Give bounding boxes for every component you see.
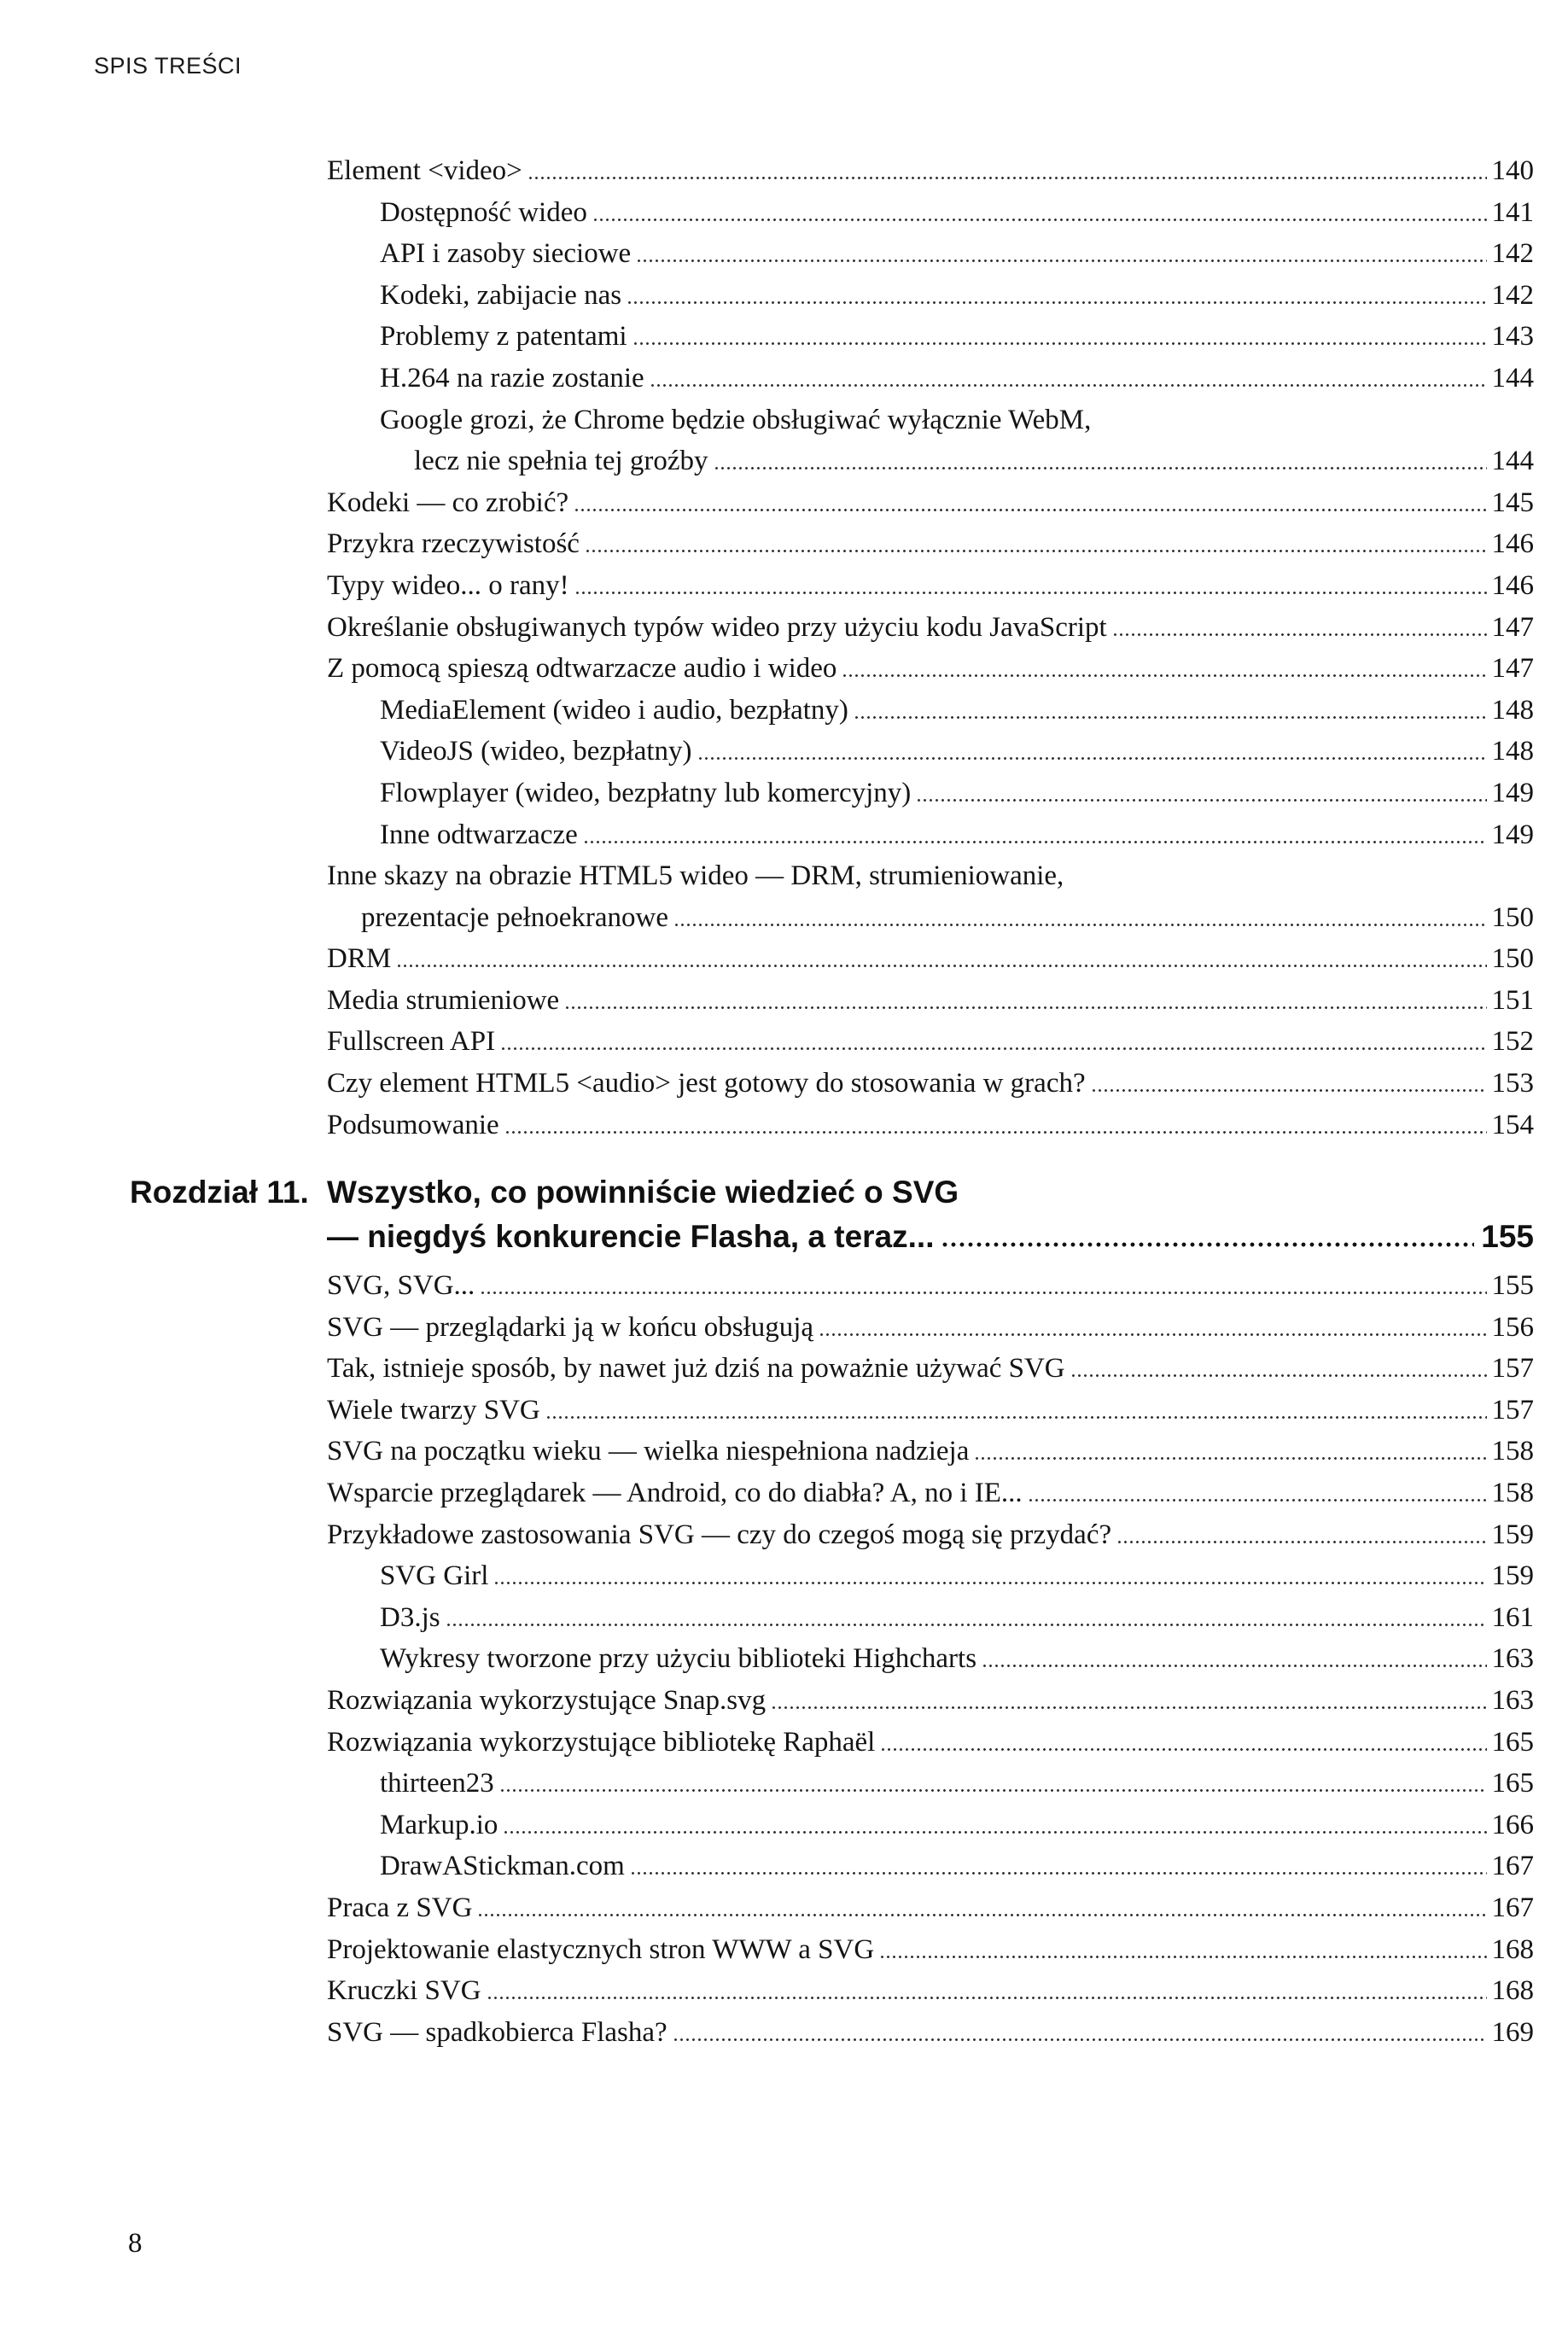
dot-leader <box>504 1110 1487 1135</box>
toc-entry <box>327 1722 1534 1764</box>
toc-entry-title: H.264 na razie zostanie <box>380 362 644 394</box>
toc-entry <box>327 1307 1534 1349</box>
toc-entry <box>327 897 1534 939</box>
page-number-footer: 8 <box>128 2228 143 2259</box>
toc-entry-title: D3.js <box>380 1601 440 1633</box>
toc-entry-title: SVG Girl <box>380 1560 489 1592</box>
toc-page-number: 142 <box>1491 238 1534 270</box>
dot-leader <box>916 778 1486 803</box>
toc-entry-title: Rozwiązania wykorzystujące Snap.svg <box>327 1684 767 1716</box>
dot-leader <box>627 280 1486 306</box>
toc-entry-title: SVG na początku wieku — wielka niespełniona nadzieja <box>327 1436 970 1467</box>
toc-entry <box>327 316 1534 358</box>
dot-leader <box>528 155 1487 181</box>
toc-entry-title: SVG, SVG... <box>327 1270 475 1301</box>
toc-entry-title: Dostępność wideo <box>380 196 587 228</box>
toc-entry <box>327 275 1534 317</box>
toc-entry <box>327 1431 1534 1472</box>
toc-page-number: 165 <box>1491 1726 1534 1758</box>
toc-page-number: 149 <box>1491 777 1534 808</box>
toc-entry <box>327 1597 1534 1639</box>
dot-leader <box>583 819 1487 845</box>
toc-entry-title: Wykresy tworzone przy użyciu biblioteki Highcharts <box>380 1643 977 1675</box>
toc-entry <box>327 773 1534 814</box>
toc-page-number: 146 <box>1491 569 1534 601</box>
dot-leader <box>487 1975 1487 2001</box>
toc-page-number: 157 <box>1491 1353 1534 1385</box>
toc-page-number: 159 <box>1491 1519 1534 1550</box>
toc-page-number: 158 <box>1491 1477 1534 1508</box>
chapter-title-line1: Wszystko, co powinniście wiedzieć o SVG <box>327 1175 959 1210</box>
toc-entry <box>327 1970 1534 2012</box>
toc-entry <box>327 1390 1534 1432</box>
toc-entry-title: Określanie obsługiwanych typów wideo przy użyciu kodu JavaScript <box>327 611 1107 643</box>
toc-page-number: 165 <box>1491 1768 1534 1799</box>
toc-page-number: 143 <box>1491 321 1534 353</box>
toc-entry-title: thirteen23 <box>380 1768 494 1799</box>
toc-entry-title: Wiele twarzy SVG <box>327 1394 540 1426</box>
toc-entry-title: prezentacje pełnoekranowe <box>361 901 669 933</box>
toc-page-number: 158 <box>1491 1436 1534 1467</box>
dot-leader <box>493 1560 1486 1586</box>
toc-entry <box>327 150 1534 192</box>
toc-entry <box>327 1105 1534 1146</box>
toc-entry-title: Inne skazy na obrazie HTML5 wideo — DRM, strumieniowanie, <box>327 860 1064 892</box>
toc-entry <box>327 690 1534 732</box>
dot-leader <box>585 529 1487 555</box>
toc-entry-title: VideoJS (wideo, bezpłatny) <box>380 736 692 767</box>
dot-leader <box>480 1270 1486 1296</box>
toc-page-number: 142 <box>1491 279 1534 311</box>
toc-entry-title: Kodeki, zabijacie nas <box>380 279 622 311</box>
toc-entry-title: Typy wideo... o rany! <box>327 569 569 601</box>
toc-entry <box>327 938 1534 980</box>
toc-entry-title: DRM <box>327 943 392 975</box>
toc-entry-title: Przykra rzeczywistość <box>327 528 580 560</box>
dot-leader <box>880 1727 1486 1752</box>
toc-page-number: 150 <box>1491 901 1534 933</box>
dot-leader <box>592 197 1487 223</box>
toc-entry-title: Tak, istnieje sposób, by nawet już dziś na poważnie używać SVG <box>327 1353 1065 1385</box>
toc-entry <box>327 1514 1534 1556</box>
toc-page-number: 141 <box>1491 196 1534 228</box>
dot-leader <box>630 1851 1487 1877</box>
toc-entry <box>327 731 1534 773</box>
dot-leader <box>854 695 1487 720</box>
toc-entry-title: SVG — spadkobierca Flasha? <box>327 2016 667 2048</box>
toc-page-number: 149 <box>1491 819 1534 850</box>
toc-entry <box>327 523 1534 565</box>
running-head: SPIS TREŚCI <box>94 53 242 79</box>
toc-page-number: 150 <box>1491 943 1534 975</box>
toc-entry-title: Rozwiązania wykorzystujące bibliotekę Raphaël <box>327 1726 876 1758</box>
toc-entry <box>327 648 1534 690</box>
toc-page-number: 168 <box>1491 1933 1534 1965</box>
toc-entry-title: SVG — przeglądarki ją w końcu obsługują <box>327 1311 814 1343</box>
dot-leader <box>636 239 1486 265</box>
toc-page-number: 167 <box>1491 1851 1534 1882</box>
toc-entry-title: Kodeki — co zrobić? <box>327 487 569 518</box>
toc-entry-title: Markup.io <box>380 1809 498 1840</box>
toc-entry <box>327 358 1534 399</box>
toc-entry-title: Element <video> <box>327 155 522 186</box>
dot-leader <box>503 1810 1486 1835</box>
toc-entry <box>327 1638 1534 1680</box>
dot-leader <box>771 1685 1486 1711</box>
toc-entry <box>327 2012 1534 2054</box>
toc-entry <box>327 1021 1534 1063</box>
toc-page-number: 169 <box>1491 2016 1534 2048</box>
toc-page-number: 168 <box>1491 1975 1534 2007</box>
toc-entry-title: Inne odtwarzacze <box>380 819 578 850</box>
dot-leader <box>499 1768 1487 1793</box>
toc-page-number: 140 <box>1491 155 1534 186</box>
toc-entry-line <box>327 399 1534 441</box>
toc-entry-title: Google grozi, że Chrome będzie obsługiwać wyłącznie WebM, <box>380 404 1092 435</box>
toc-entry <box>327 1063 1534 1105</box>
toc-entry-title: Kruczki SVG <box>327 1975 481 2007</box>
toc-entry-title: API i zasoby sieciowe <box>380 238 632 270</box>
toc-list-top <box>327 150 1534 1146</box>
dot-leader <box>714 446 1487 471</box>
toc-entry <box>327 1763 1534 1805</box>
dot-leader <box>1028 1478 1487 1503</box>
toc-entry-title: lecz nie spełnia tej groźby <box>414 446 708 477</box>
toc-page-number: 167 <box>1491 1892 1534 1923</box>
toc-page-number: 148 <box>1491 694 1534 726</box>
toc-entry <box>327 1929 1534 1971</box>
toc-entry-title: Podsumowanie <box>327 1109 499 1140</box>
toc-page-number: 146 <box>1491 528 1534 560</box>
toc-page-number: 166 <box>1491 1809 1534 1840</box>
toc-page-number: 151 <box>1491 984 1534 1016</box>
toc-entry <box>327 565 1534 607</box>
toc-page-number: 144 <box>1491 446 1534 477</box>
toc-entry <box>327 980 1534 1022</box>
toc-entry-title: DrawAStickman.com <box>380 1851 625 1882</box>
toc-entry-title: MediaElement (wideo i audio, bezpłatny) <box>380 694 848 726</box>
toc-entry-title: Przykładowe zastosowania SVG — czy do czegoś mogą się przydać? <box>327 1519 1112 1550</box>
dot-leader <box>879 1934 1486 1960</box>
dot-leader <box>819 1312 1486 1338</box>
dot-leader <box>564 985 1486 1011</box>
toc-page-number: 147 <box>1491 653 1534 685</box>
toc-page-number: 147 <box>1491 611 1534 643</box>
dot-leader <box>982 1644 1486 1670</box>
dot-leader <box>1070 1354 1487 1379</box>
toc-page-number: 157 <box>1491 1394 1534 1426</box>
dot-leader <box>574 487 1486 513</box>
dot-leader <box>1112 612 1487 638</box>
dot-leader <box>650 363 1487 388</box>
dot-leader <box>632 322 1487 347</box>
dot-leader <box>1091 1068 1487 1093</box>
chapter-page-number: 155 <box>1481 1219 1534 1255</box>
dot-leader <box>500 1027 1486 1053</box>
toc-entry <box>327 1680 1534 1722</box>
dot-leader <box>697 737 1487 762</box>
dot-leader <box>446 1602 1487 1628</box>
toc-page-number: 144 <box>1491 362 1534 394</box>
toc-page-number: 145 <box>1491 487 1534 518</box>
dot-leader <box>941 1221 1474 1249</box>
toc-entry <box>327 1472 1534 1514</box>
toc-entry <box>327 233 1534 275</box>
toc-entry-title: Praca z SVG <box>327 1892 473 1923</box>
toc-page-number: 161 <box>1491 1601 1534 1633</box>
toc-page-number: 154 <box>1491 1109 1534 1140</box>
toc-entry-line <box>327 855 1534 897</box>
dot-leader <box>1116 1519 1486 1545</box>
toc-entry-title: Flowplayer (wideo, bezpłatny lub komercyjny) <box>380 777 912 808</box>
toc-entry <box>327 440 1534 482</box>
dot-leader <box>842 653 1486 679</box>
toc-page-number: 152 <box>1491 1026 1534 1058</box>
toc-entry-title: Fullscreen API <box>327 1026 496 1058</box>
dot-leader <box>574 570 1487 596</box>
dot-leader <box>673 2017 1487 2043</box>
toc-entry <box>327 607 1534 649</box>
chapter-label: Rozdział 11. <box>130 1175 309 1210</box>
toc-entry <box>327 1265 1534 1307</box>
toc-page-number: 156 <box>1491 1311 1534 1343</box>
toc-page-number: 159 <box>1491 1560 1534 1592</box>
toc-entry-title: Projektowanie elastycznych stron WWW a SVG <box>327 1933 875 1965</box>
chapter-title-line2-row <box>327 1219 1534 1255</box>
toc-page-number: 153 <box>1491 1068 1534 1099</box>
toc-entry <box>327 1887 1534 1929</box>
toc-entry-title: Czy element HTML5 <audio> jest gotowy do stosowania w grach? <box>327 1068 1086 1099</box>
toc-page-number: 148 <box>1491 736 1534 767</box>
toc-entry <box>327 814 1534 856</box>
dot-leader <box>396 944 1486 970</box>
dot-leader <box>673 902 1486 928</box>
toc-entry <box>327 1805 1534 1846</box>
dot-leader <box>477 1892 1486 1918</box>
toc-entry <box>327 192 1534 234</box>
toc-entry-title: Problemy z patentami <box>380 321 627 353</box>
toc-entry <box>327 1555 1534 1597</box>
chapter-title-line2: — niegdyś konkurencie Flasha, a teraz... <box>327 1219 935 1255</box>
toc-page-number: 155 <box>1491 1270 1534 1301</box>
toc-entry-title: Z pomocą spieszą odtwarzacze audio i wideo <box>327 653 837 685</box>
toc-list-bottom <box>327 1265 1534 2053</box>
dot-leader <box>545 1395 1487 1420</box>
toc-entry <box>327 1846 1534 1887</box>
toc-entry-title: Wsparcie przeglądarek — Android, co do diabła? A, no i IE... <box>327 1477 1023 1508</box>
toc-entry-title: Media strumieniowe <box>327 984 560 1016</box>
toc-page-number: 163 <box>1491 1684 1534 1716</box>
toc-page-number: 163 <box>1491 1643 1534 1675</box>
toc-entry <box>327 1348 1534 1390</box>
dot-leader <box>974 1437 1486 1462</box>
toc-entry <box>327 482 1534 524</box>
